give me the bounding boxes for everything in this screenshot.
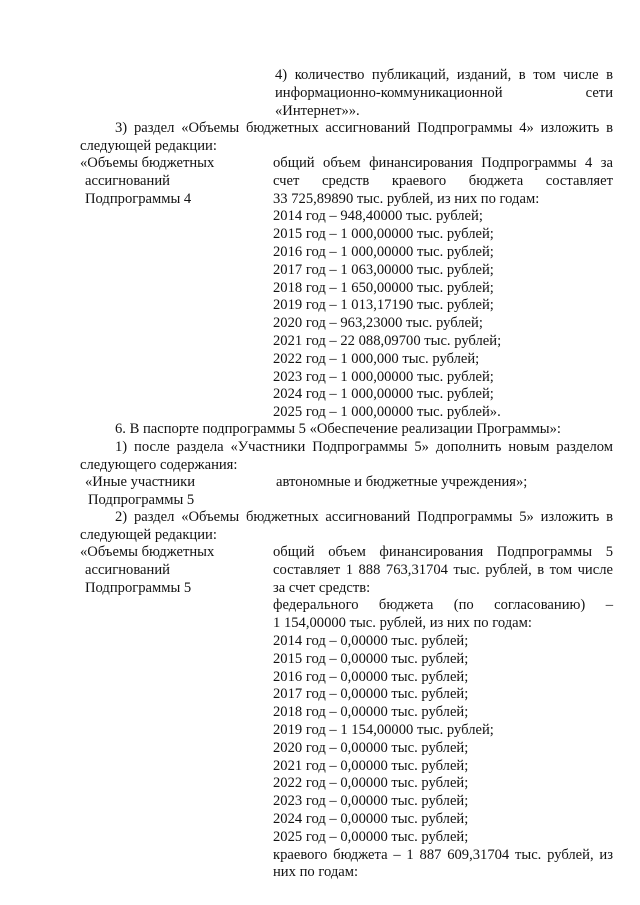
table-p4-year-line: 2014 год – 948,40000 тыс. рублей;: [273, 208, 483, 224]
table-p4-label-line: Подпрограммы 4: [85, 191, 192, 207]
table-p5-year-line: 2024 год – 0,00000 тыс. рублей;: [273, 811, 469, 827]
table-p5-line: краевого бюджета – 1 887 609,31704 тыс. рублей, из: [273, 847, 613, 863]
table-p5-year-line: 2017 год – 0,00000 тыс. рублей;: [273, 686, 469, 702]
table-p4-year-line: 2022 год – 1 000,000 тыс. рублей;: [273, 351, 480, 367]
item-4-line-2: информационно-коммуникационной сети: [275, 85, 613, 101]
table-p4-year-line: 2018 год – 1 650,00000 тыс. рублей;: [273, 280, 494, 296]
passport-p5-line-2: 1) после раздела «Участники Подпрограммы 5» дополнить новым разделом: [115, 439, 613, 455]
table-p4-year-line: 2025 год – 1 000,00000 тыс. рублей».: [273, 404, 501, 420]
table-p4-label-line: ассигнований: [85, 173, 170, 189]
table-p4-label-line: «Объемы бюджетных: [80, 155, 215, 171]
table-p5-line: федерального бюджета (по согласованию) –: [273, 597, 613, 613]
table-p4-line: общий объем финансирования Подпрограммы 4 за: [273, 155, 613, 171]
section3-line-1: 3) раздел «Объемы бюджетных ассигнований Подпрограммы 4» изложить в: [115, 120, 613, 136]
table-p5-year-line: 2021 год – 0,00000 тыс. рублей;: [273, 758, 469, 774]
other-participants-value: автономные и бюджетные учреждения»;: [276, 474, 528, 490]
table-p4-line: 33 725,89890 тыс. рублей, из них по годам:: [273, 191, 540, 207]
passport-p5-line-1: 6. В паспорте подпрограммы 5 «Обеспечение реализации Программы»:: [115, 421, 561, 437]
table-p5-year-line: 2025 год – 0,00000 тыс. рублей;: [273, 829, 469, 845]
table-p4-year-line: 2021 год – 22 088,09700 тыс. рублей;: [273, 333, 502, 349]
table-p5-line: составляет 1 888 763,31704 тыс. рублей, в том числе: [273, 562, 613, 578]
item-4-line-3: «Интернет»».: [275, 103, 360, 119]
table-p4-line: счет средств краевого бюджета составляет: [273, 173, 613, 189]
other-participants-label-line: Подпрограммы 5: [88, 492, 195, 508]
table-p5-year-line: 2019 год – 1 154,00000 тыс. рублей;: [273, 722, 494, 738]
table-p5-year-line: 2014 год – 0,00000 тыс. рублей;: [273, 633, 469, 649]
passport-p5-line-3: следующего содержания:: [80, 457, 238, 473]
table-p5-year-line: 2016 год – 0,00000 тыс. рублей;: [273, 669, 469, 685]
table-p4-year-line: 2020 год – 963,23000 тыс. рублей;: [273, 315, 483, 331]
section2-p5-line-1: 2) раздел «Объемы бюджетных ассигнований Подпрограммы 5» изложить в: [115, 509, 613, 525]
table-p5-year-line: 2015 год – 0,00000 тыс. рублей;: [273, 651, 469, 667]
table-p4-year-line: 2017 год – 1 063,00000 тыс. рублей;: [273, 262, 494, 278]
table-p5-line: них по годам:: [273, 864, 359, 880]
table-p5-label-line: ассигнований: [85, 562, 170, 578]
table-p4-year-line: 2019 год – 1 013,17190 тыс. рублей;: [273, 297, 494, 313]
table-p5-year-line: 2018 год – 0,00000 тыс. рублей;: [273, 704, 469, 720]
other-participants-label-line: «Иные участники: [85, 474, 196, 490]
table-p5-line: за счет средств:: [273, 580, 371, 596]
table-p5-year-line: 2023 год – 0,00000 тыс. рублей;: [273, 793, 469, 809]
table-p5-year-line: 2022 год – 0,00000 тыс. рублей;: [273, 775, 469, 791]
section2-p5-line-2: следующей редакции:: [80, 527, 217, 543]
table-p4-year-line: 2015 год – 1 000,00000 тыс. рублей;: [273, 226, 494, 242]
item-4-line-1: 4) количество публикаций, изданий, в том числе в: [275, 67, 613, 83]
section3-line-2: следующей редакции:: [80, 138, 217, 154]
table-p5-label-line: «Объемы бюджетных: [80, 544, 215, 560]
table-p5-year-line: 2020 год – 0,00000 тыс. рублей;: [273, 740, 469, 756]
table-p5-line: 1 154,00000 тыс. рублей, из них по годам:: [273, 615, 532, 631]
table-p4-year-line: 2023 год – 1 000,00000 тыс. рублей;: [273, 369, 494, 385]
table-p5-label-line: Подпрограммы 5: [85, 580, 192, 596]
table-p4-year-line: 2016 год – 1 000,00000 тыс. рублей;: [273, 244, 494, 260]
table-p4-year-line: 2024 год – 1 000,00000 тыс. рублей;: [273, 386, 494, 402]
table-p5-line: общий объем финансирования Подпрограммы 5: [273, 544, 613, 560]
